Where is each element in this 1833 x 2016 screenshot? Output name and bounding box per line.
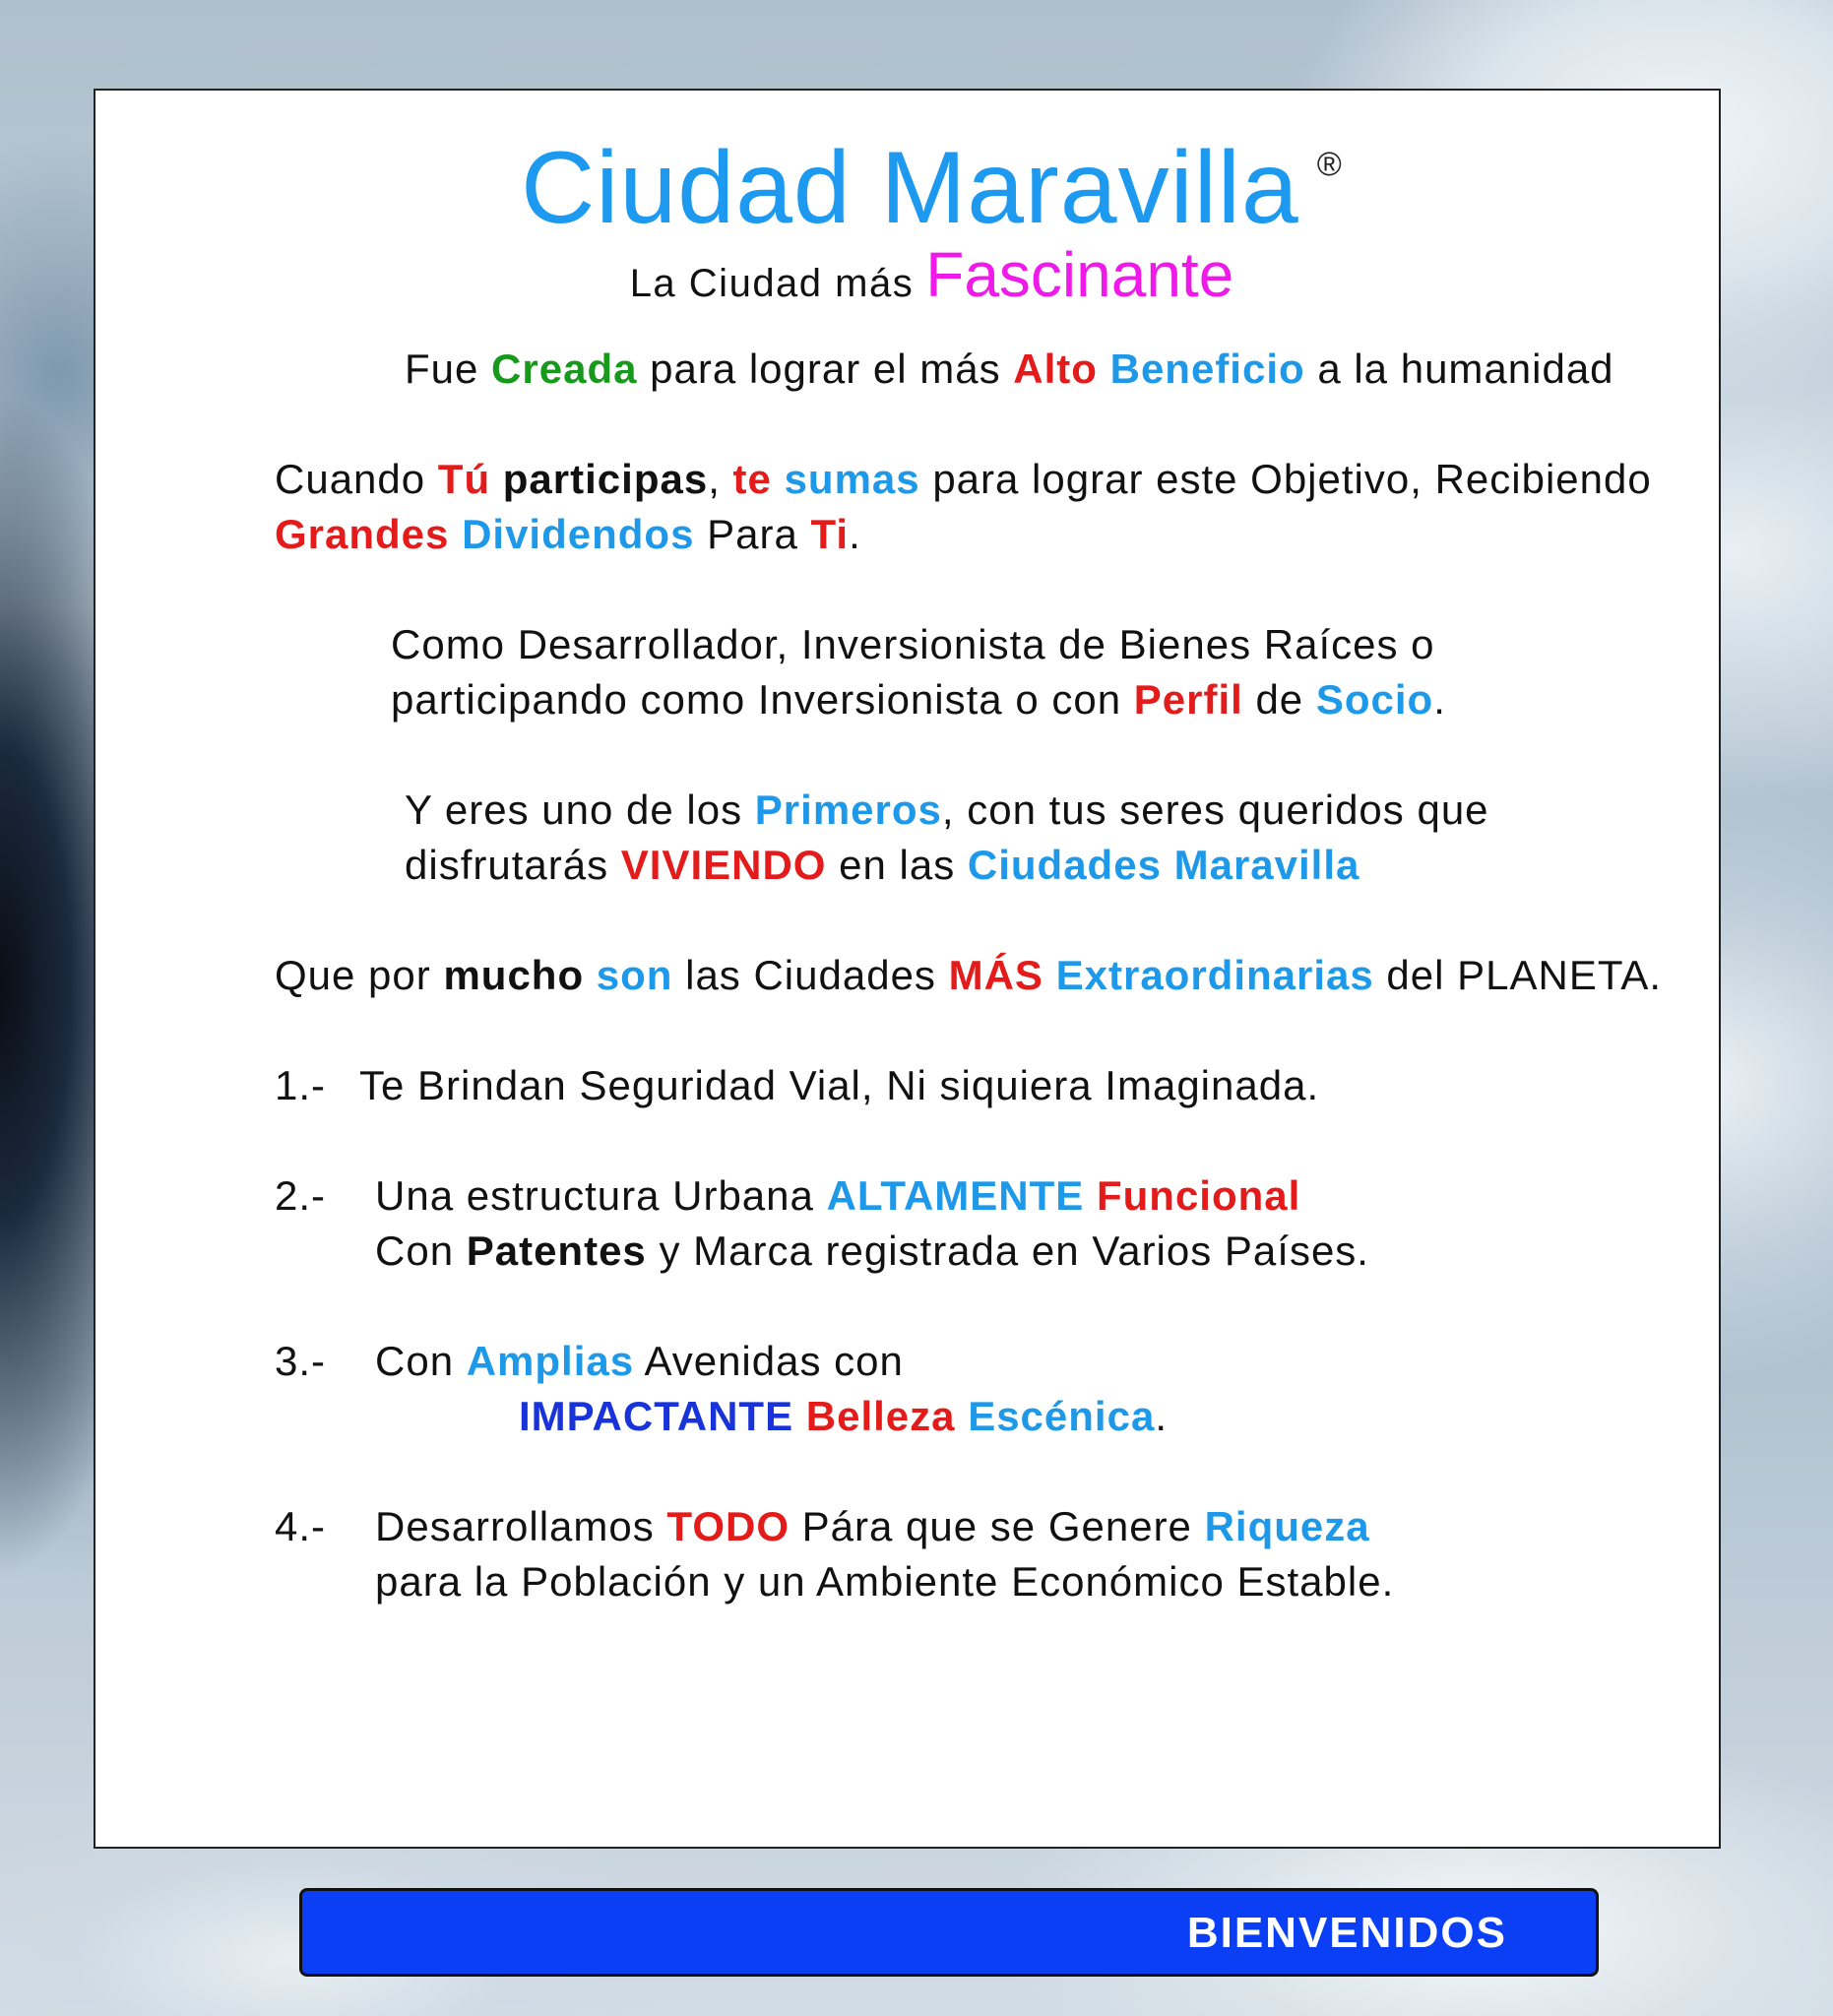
- paragraph-4: Y eres uno de los Primeros, con tus seres queridos que disfrutarás VIVIENDO en las Ciudades Maravilla: [405, 787, 1489, 888]
- welcome-banner-button[interactable]: [299, 1888, 1599, 1977]
- item-number: 1.-: [275, 1062, 327, 1108]
- subtitle-plain: La Ciudad más: [629, 261, 915, 305]
- subtitle: [120, 238, 1743, 311]
- item-number: 2.-: [275, 1172, 327, 1219]
- list-item: 4.- Desarrollamos TODO Pára que se Genere Riqueza para la Población y un Ambiente Económico Estable.: [275, 1499, 1673, 1609]
- header: [95, 130, 1719, 311]
- list-item: 2.- Una estructura Urbana ALTAMENTE Funcional Con Patentes y Marca registrada en Varios Países.: [275, 1168, 1673, 1279]
- content-panel: [94, 89, 1721, 1849]
- item-number: 4.-: [275, 1503, 327, 1549]
- paragraph-1: Fue Creada para lograr el más Alto Beneficio a la humanidad: [405, 346, 1614, 392]
- paragraph-3: Como Desarrollador, Inversionista de Bienes Raíces o participando como Inversionista o con Perfil de Socio.: [391, 621, 1446, 723]
- registered-mark: ®: [1316, 146, 1343, 183]
- welcome-banner-label: BIENVENIDOS: [1186, 1909, 1507, 1957]
- subtitle-highlight: Fascinante: [925, 238, 1234, 310]
- list-item: 3.- Con Amplias Avenidas con IMPACTANTE Belleza Escénica.: [275, 1334, 1673, 1444]
- page-title: [521, 130, 1343, 248]
- body-text: [275, 342, 1673, 1665]
- item-number: 3.-: [275, 1338, 327, 1384]
- title-text: Ciudad Maravilla: [521, 131, 1299, 245]
- list-item: 1.- Te Brindan Seguridad Vial, Ni siquiera Imaginada.: [275, 1058, 1673, 1113]
- paragraph-5: Que por mucho son las Ciudades MÁS Extraordinarias del PLANETA.: [275, 952, 1663, 998]
- paragraph-2: Cuando Tú participas, te sumas para lograr este Objetivo, Recibiendo Grandes Dividendos Para Ti.: [275, 456, 1652, 557]
